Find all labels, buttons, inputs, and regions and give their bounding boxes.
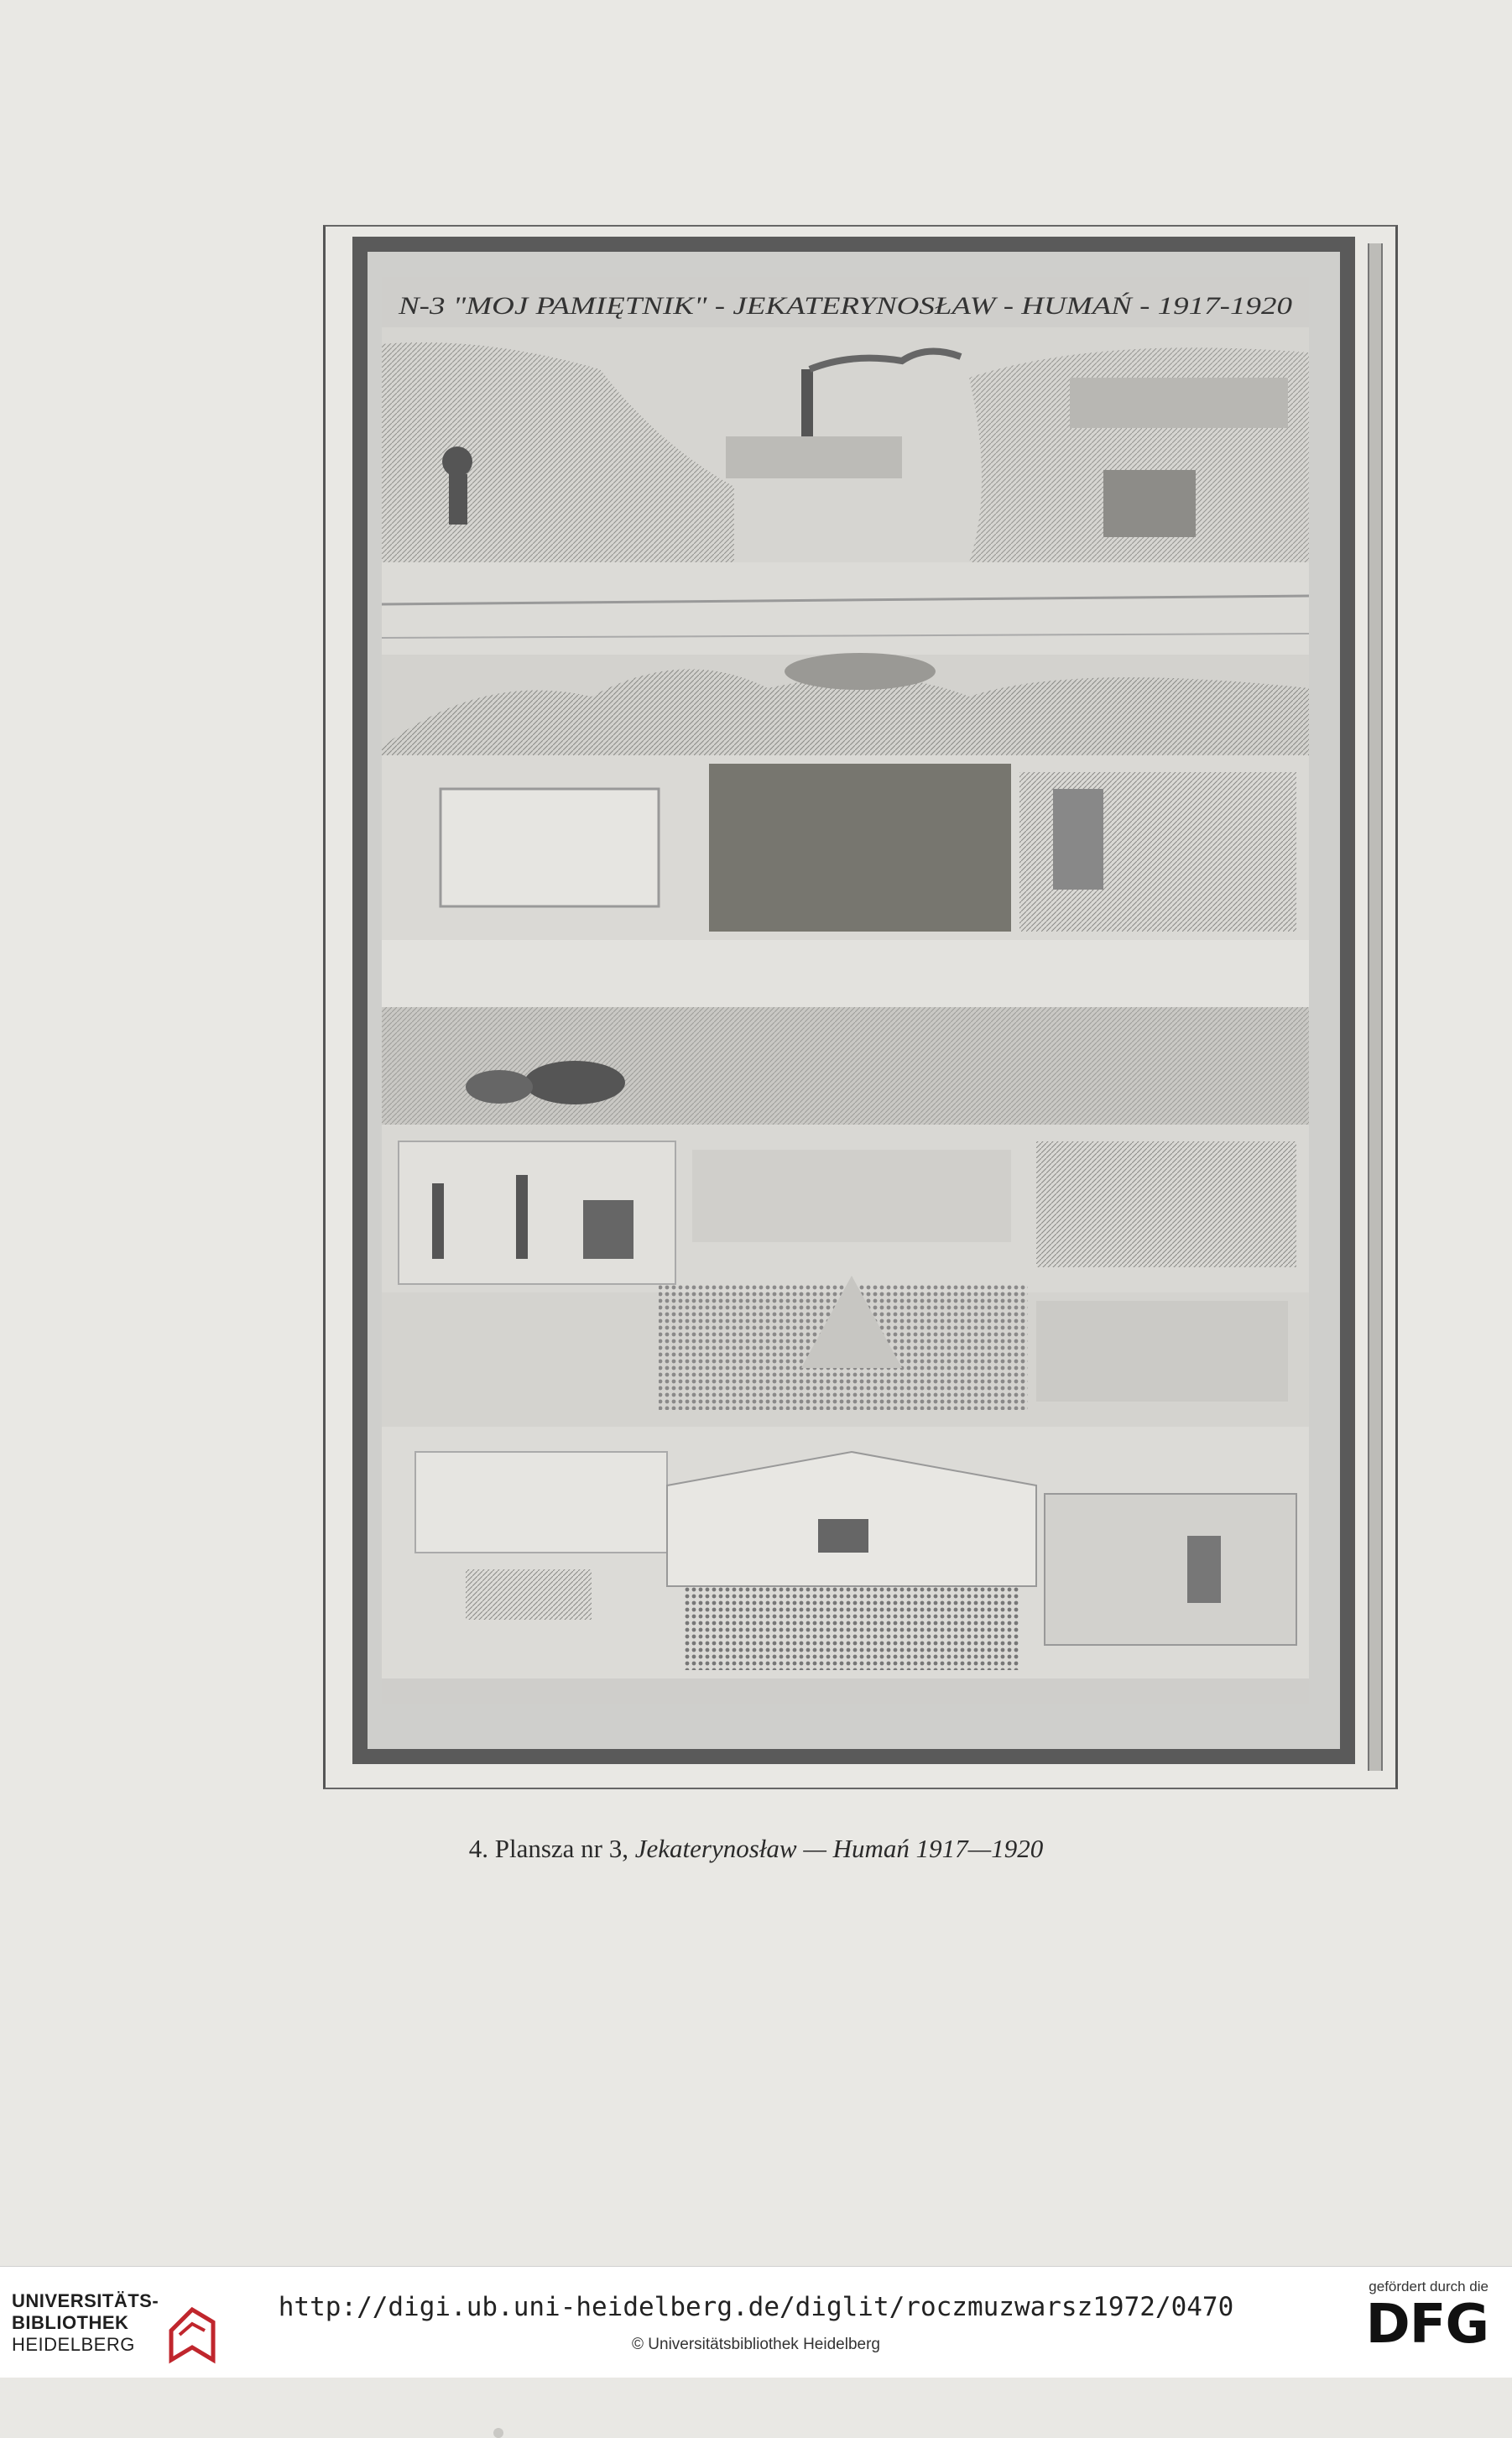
permalink-url[interactable]: http://digi.ub.uni-heidelberg.de/diglit/roczmuzwarsz1972/0470 [278,2292,1234,2322]
panel-town-scenes [382,1125,1309,1292]
library-name-line2: BIBLIOTHEK [12,2312,129,2333]
library-name-line3: HEIDELBERG [12,2334,135,2355]
paper-speck [493,2428,503,2438]
panel-landscape-steamer [382,327,1309,562]
panel-forest [382,653,1309,755]
plate-side-rail [1368,243,1383,1771]
library-name-line1: UNIVERSITÄTS- [12,2290,159,2311]
dfg-funding-logo[interactable] [1321,2279,1489,2371]
illustration-collage [382,277,1309,1704]
caption-lead: 4. Plansza nr 3, [468,1834,635,1863]
funding-label: gefördert durch die [1369,2279,1489,2294]
copyright-notice: © Universitätsbibliothek Heidelberg [632,2336,880,2353]
panel-crowds [382,1276,1309,1427]
panel-street [382,1427,1309,1678]
panel-river [382,562,1309,655]
panel-triptych [382,755,1309,940]
caption-title: Jekaterynosław — Humań 1917—1920 [634,1834,1044,1863]
panel-horses [382,1007,1309,1125]
plate-artwork [382,277,1309,1704]
figure-caption [0,1834,1512,1864]
viewer-footer [0,2266,1512,2378]
plate-inscription: N-3 "MOJ PAMIĘTNIK" - JEKATERYNOSŁAW - HUMAŃ - 1917-1920 [397,292,1292,320]
dfg-logo-text: DFG [1365,2294,1489,2356]
